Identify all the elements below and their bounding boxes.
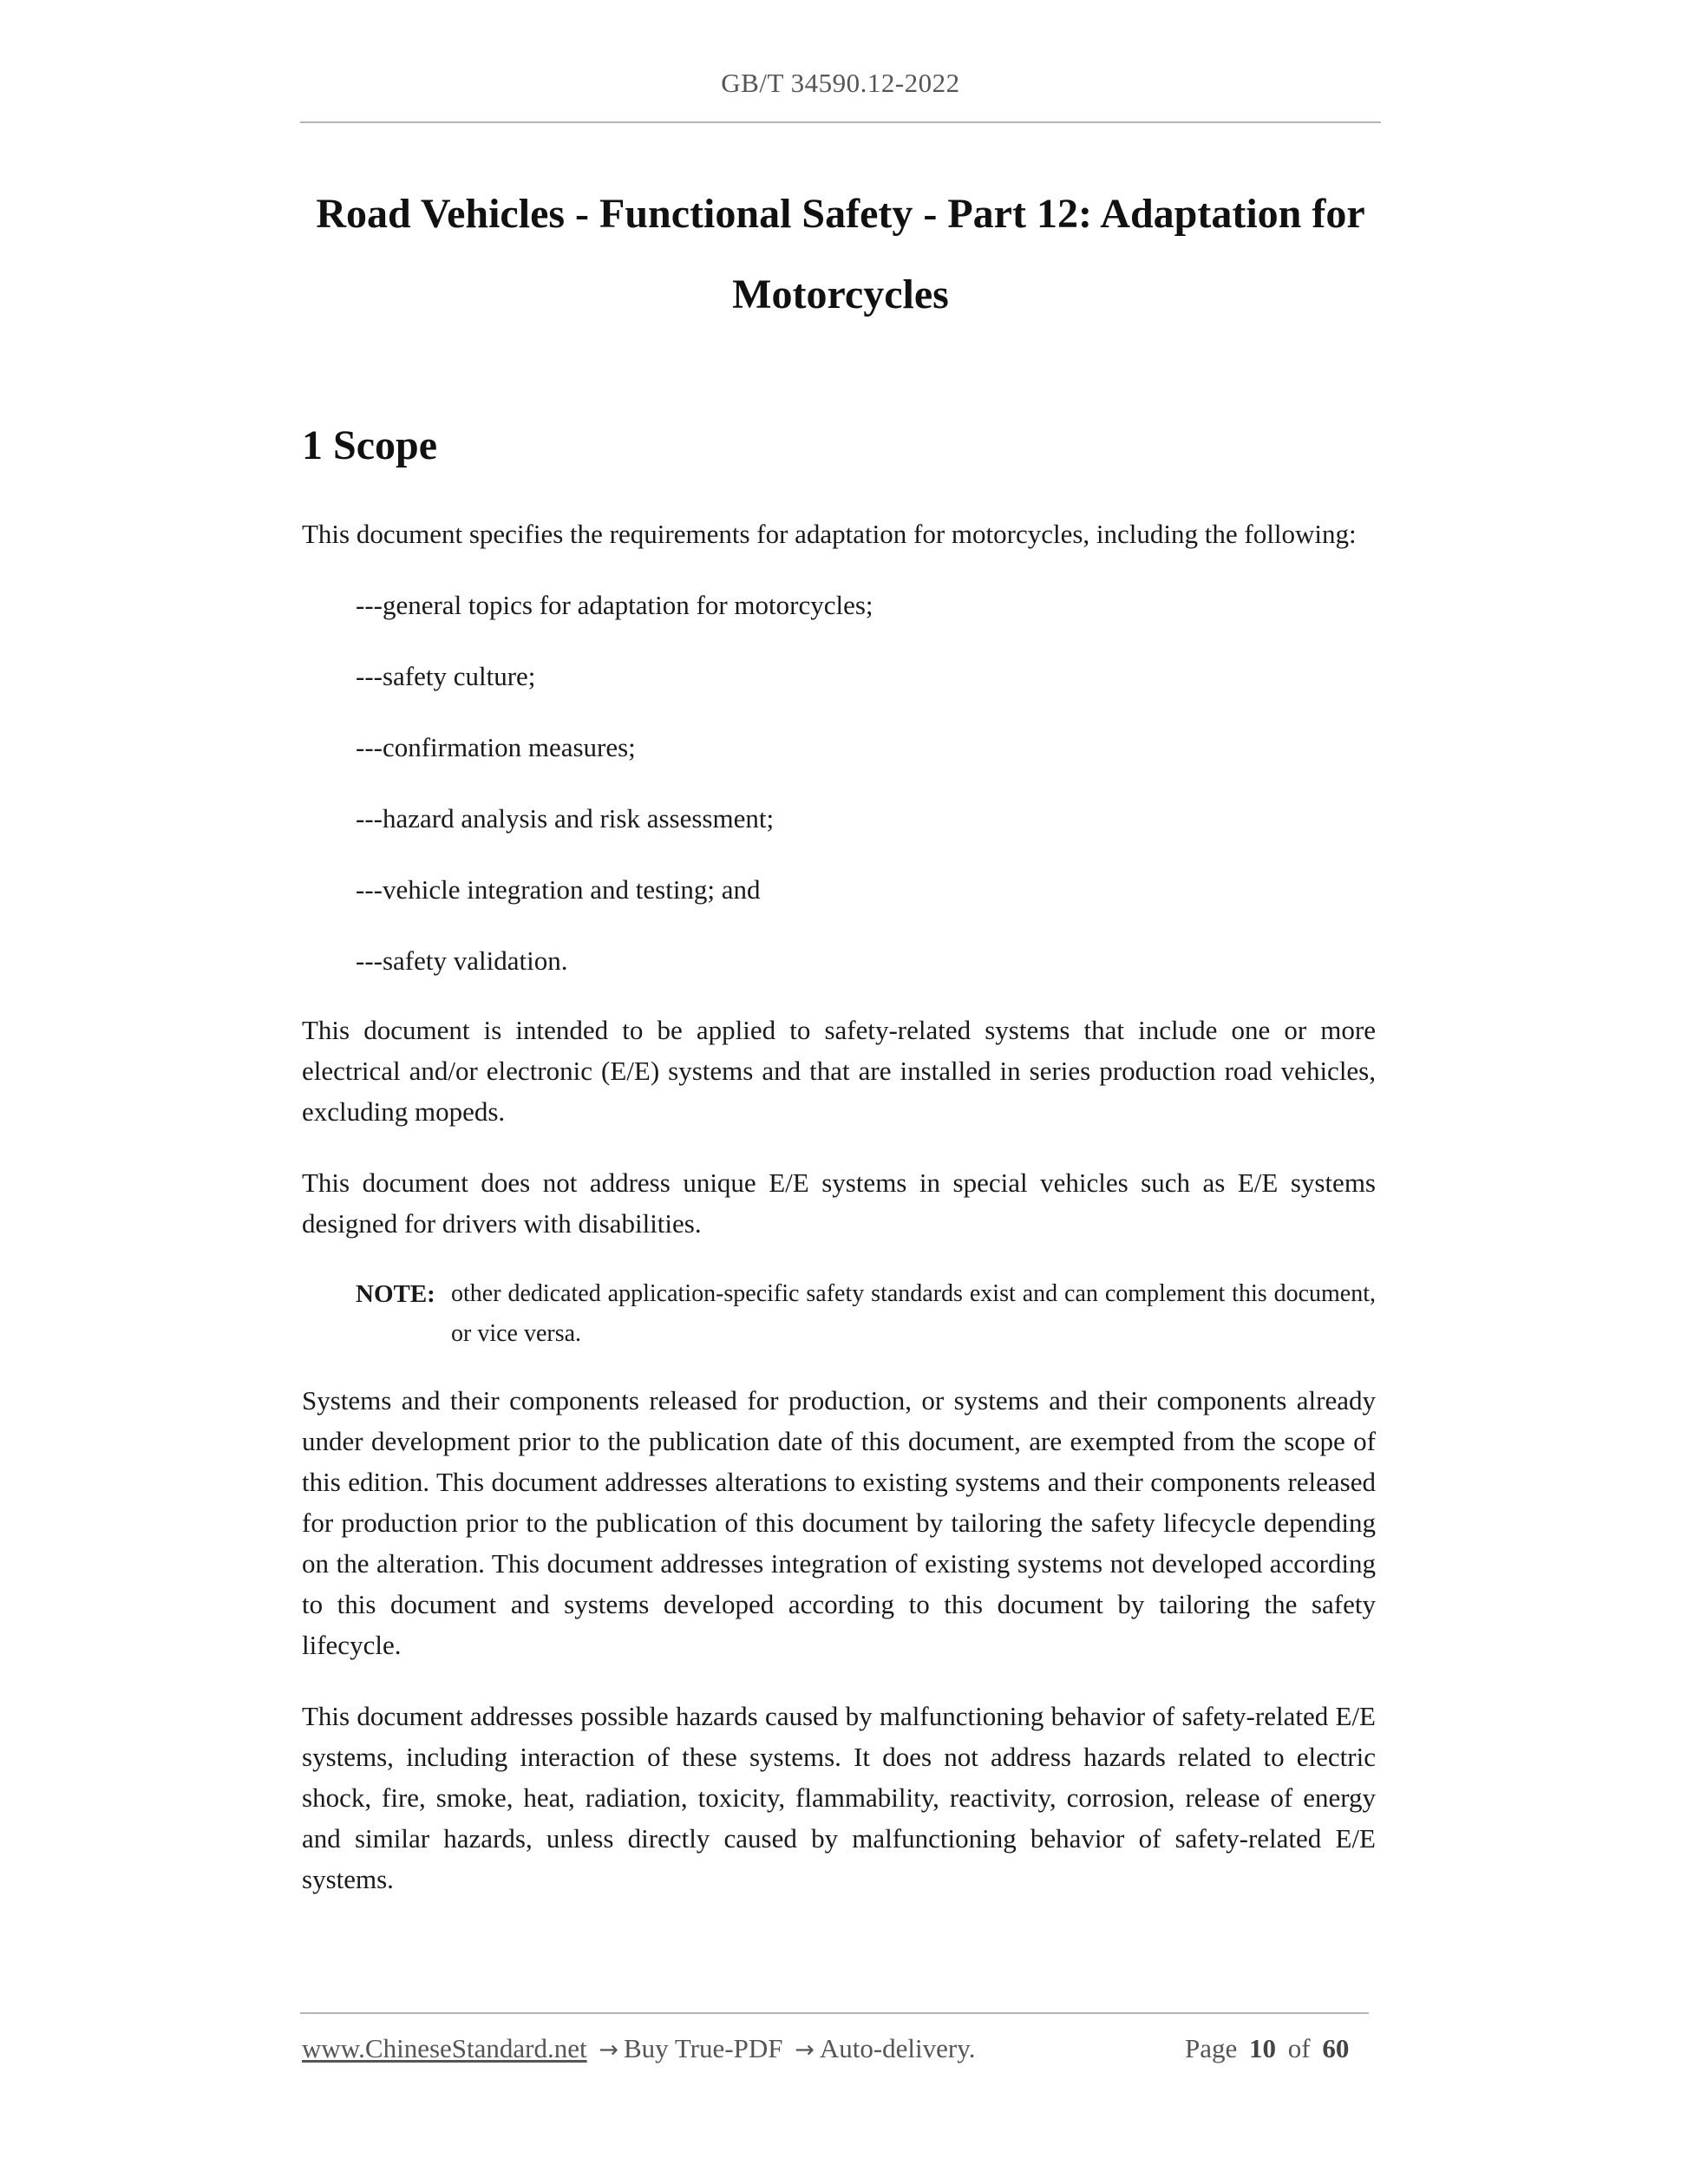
applicability-paragraph: This document is intended to be applied to safety-related systems that include one or more electrical and/or electronic (E/E) systems and that are installed in series production road vehicles, excluding mopeds.: [302, 1015, 1376, 1127]
hazards-paragraph: This document addresses possible hazards caused by malfunctioning behavior of safety-related E/E systems, including interaction of these systems. It does not address hazards related to electric shock, fire, smoke, heat, radiation, toxicity, flammability, reactivity, corrosion, release of energy and similar hazards, unless directly caused by malfunctioning behavior of safety-related E/E systems.: [302, 1701, 1376, 1894]
arrow-right-icon: →: [599, 2037, 618, 2063]
total-page-count: 60: [1322, 2033, 1350, 2063]
page-indicator: [1185, 2033, 1349, 2064]
existing-systems-paragraph: Systems and their components released for production, or systems and their components already under development prior to the publication date of this document, are exempted from the scope of this edition. This document addresses alterations to existing systems and their components released for production prior to the publication of this document by tailoring the safety lifecycle depending on the alteration. This document addresses integration of existing systems not developed according to this document and systems developed according to this document by tailoring the safety lifecycle.: [302, 1385, 1376, 1660]
exclusion-paragraph: This document does not address unique E/E systems in special vehicles such as E/E systems designed for drivers with disabilities.: [302, 1167, 1376, 1239]
document-title: [300, 173, 1381, 335]
footer-divider: [300, 2012, 1369, 2014]
list-item: ---hazard analysis and risk assessment;: [356, 803, 775, 834]
note-text: other dedicated application-specific safety standards exist and can complement this document, or vice versa.: [451, 1280, 1376, 1347]
section-heading-scope: 1 Scope: [302, 422, 437, 468]
list-item: ---safety validation.: [356, 945, 568, 976]
arrow-right-icon: →: [795, 2037, 815, 2063]
chinese-standard-link[interactable]: www.ChineseStandard.net: [302, 2033, 587, 2063]
document-title-line1: Road Vehicles - Functional Safety - Part 12: Adaptation for: [316, 191, 1365, 237]
footer-promo: [302, 2033, 975, 2064]
note-block: [356, 1274, 1376, 1354]
section-body: [302, 513, 1376, 1930]
of-label: of: [1287, 2033, 1311, 2063]
scope-intro-paragraph: This document specifies the requirements for adaptation for motorcycles, including the following:: [302, 519, 1357, 549]
current-page-number: 10: [1249, 2033, 1277, 2063]
list-item: ---confirmation measures;: [356, 732, 636, 762]
list-item: ---general topics for adaptation for motorcycles;: [356, 590, 873, 620]
document-title-line2: Motorcycles: [732, 271, 949, 317]
page-label: Page: [1185, 2033, 1238, 2063]
note-label: NOTE:: [356, 1280, 435, 1308]
auto-delivery-text: Auto-delivery.: [819, 2033, 976, 2063]
list-item: ---vehicle integration and testing; and: [356, 874, 761, 905]
list-item: ---safety culture;: [356, 661, 536, 691]
standard-number-header: GB/T 34590.12-2022: [721, 68, 960, 98]
scope-topic-list: [302, 585, 1376, 981]
buy-true-pdf-text: Buy True-PDF: [623, 2033, 783, 2063]
header-divider: [300, 121, 1381, 123]
